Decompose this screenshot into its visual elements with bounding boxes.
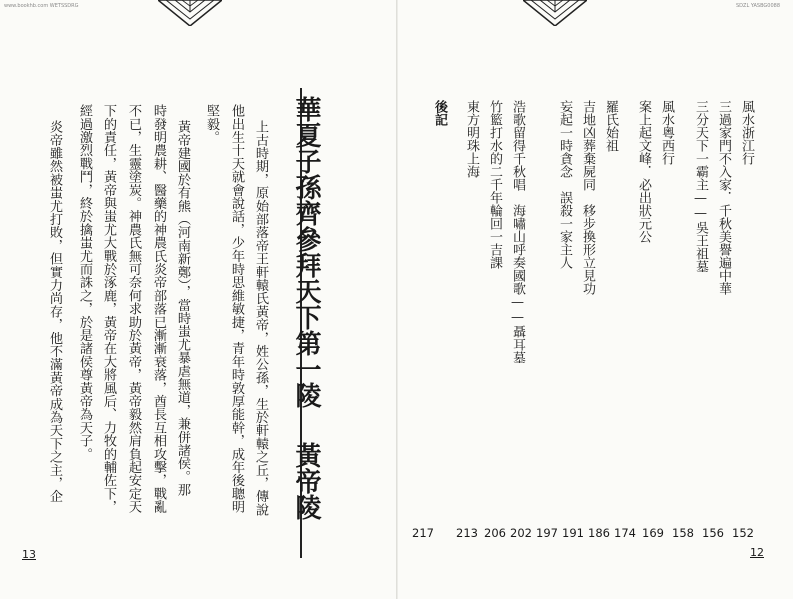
toc-page-number: 191: [562, 526, 584, 540]
body-line-7: 下的責任，黃帝與蚩尤大戰於涿鹿，黃帝在大將風后、力牧的輔佐下，: [101, 104, 116, 514]
scan-header-left: www.bookhb.com WETSSDRG: [4, 3, 79, 9]
body-line-9: 炎帝雖然被蚩尤打敗，但實力尚存，他不滿黃帝成為天下之主，企: [47, 120, 62, 503]
chapter-title: 華夏子孫齊參拜天下第一陵: [291, 96, 321, 408]
toc-entry[interactable]: 東方明珠上海: [464, 100, 479, 178]
body-line-2: 他出生十天就會說話，少年時思維敏捷，青年時敦厚能幹，成年後聰明: [229, 104, 244, 514]
toc-entry[interactable]: 竹籃打水的二千年輪回一吉課: [487, 100, 502, 269]
toc-page-number: 174: [614, 526, 636, 540]
scan-header-right: SDZL YASBG0088: [736, 3, 781, 9]
lattice-ornament-icon: [523, 0, 587, 26]
toc-page-number: 169: [642, 526, 664, 540]
page-number-left: 13: [22, 548, 36, 561]
toc-entry[interactable]: 吉地凶葬棄屍同 移步換形立見功: [580, 100, 595, 295]
page-number-right: 12: [750, 546, 764, 559]
toc-page-number: 217: [412, 526, 434, 540]
lattice-ornament-icon: [158, 0, 222, 26]
toc-page-number: 186: [588, 526, 610, 540]
toc-page-number: 158: [672, 526, 694, 540]
toc-entry[interactable]: 風水浙江行: [739, 100, 754, 165]
toc-entry[interactable]: 三過家門不入家．千秋美譽遍中華: [716, 100, 731, 295]
toc-page-number: 152: [732, 526, 754, 540]
body-line-5: 時發明農耕、醫藥的神農氏炎帝部落已漸漸衰落，酋長互相攻擊，戰亂: [151, 104, 166, 514]
toc-entry[interactable]: 三分天下一霸主——吳王祖墓: [693, 100, 708, 273]
body-line-3: 堅毅。: [204, 104, 219, 144]
toc-entry[interactable]: 風水粵西行: [659, 100, 674, 165]
toc-entry[interactable]: 案上起文峰．必出狀元公: [636, 100, 651, 243]
right-page: [398, 0, 793, 599]
toc-page-number: 206: [484, 526, 506, 540]
toc-page-number: 156: [702, 526, 724, 540]
toc-entry[interactable]: 羅氏始祖: [603, 100, 618, 152]
body-line-1: 上古時期，原始部落帝王軒轅氏黃帝，姓公孫，生於軒轅之丘，傳說: [253, 120, 268, 516]
body-line-4: 黃帝建國於有熊（河南新鄭），當時蚩尤暴虐無道，兼併諸侯。那: [175, 120, 190, 497]
toc-page-number: 197: [536, 526, 558, 540]
toc-entry[interactable]: 妄起一時貪念 誤殺一家主人: [557, 100, 572, 269]
toc-entry[interactable]: 浩歌留得千秋唱 海嘯山呼奏國歌——聶耳墓: [510, 100, 525, 364]
chapter-subtitle: 黃帝陵: [291, 442, 321, 520]
body-line-6: 不已，生靈塗炭。神農氏無可奈何求助於黃帝，黃帝毅然肩負起安定天: [126, 104, 141, 514]
toc-page-number: 202: [510, 526, 532, 540]
toc-page-number: 213: [456, 526, 478, 540]
toc-afterword[interactable]: 後記: [432, 100, 447, 126]
body-line-8: 經過激烈戰鬥，終於擒蚩尤而誅之，於是諸侯尊黃帝為天子。: [77, 104, 92, 461]
